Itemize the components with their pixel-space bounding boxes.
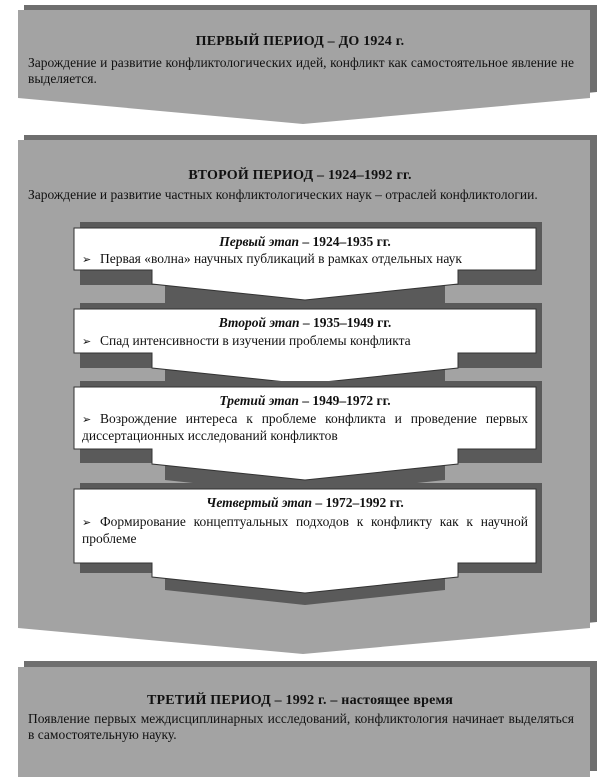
arrow-bullet-icon: ➢	[82, 516, 92, 529]
stage-2-dates: – 1935–1949 гг.	[299, 315, 392, 330]
period-2-description: Зарождение и развитие частных конфликтологических наук – отраслей конфликтологии.	[28, 187, 538, 202]
stage-4-dates: – 1972–1992 гг.	[312, 495, 404, 510]
stage-3-item-text: Возрождение интереса к проблеме конфликта и проведение первых диссертационных исследований конфликтов	[82, 411, 528, 443]
stage-3-dates: – 1949–1972 гг.	[298, 393, 391, 408]
stage-3-name: Третий этап	[219, 393, 299, 408]
stage-3-title	[78, 393, 532, 409]
stage-2-item	[82, 333, 528, 350]
stage-3-item	[82, 411, 528, 444]
period-2-title: ВТОРОЙ ПЕРИОД – 1924–1992 гг.	[188, 168, 412, 183]
stage-1-item	[82, 251, 528, 268]
period-1-title: ПЕРВЫЙ ПЕРИОД – ДО 1924 г.	[195, 34, 405, 49]
arrow-bullet-icon: ➢	[82, 335, 92, 348]
stage-4-item-text: Формирование концептуальных подходов к конфликту как к научной проблеме	[82, 514, 528, 546]
stage-4-item	[82, 514, 528, 547]
stage-1-name: Первый этап	[219, 234, 299, 249]
stage-1-dates: – 1924–1935 гг.	[298, 234, 391, 249]
stage-2-title	[78, 315, 532, 331]
stage-4-name: Четвертый этап	[206, 495, 313, 510]
stage-1-item-text: Первая «волна» научных публикаций в рамках отдельных наук	[100, 251, 462, 266]
period-3-description: Появление первых междисциплинарных исследований, конфликтология начинает выделяться в самостоятельную науку.	[28, 711, 574, 742]
arrow-bullet-icon: ➢	[82, 413, 92, 426]
stage-1-title	[78, 234, 532, 250]
stage-2-item-text: Спад интенсивности в изучении проблемы конфликта	[100, 333, 411, 348]
stage-4-title	[78, 495, 532, 511]
period-1-description: Зарождение и развитие конфликтологических идей, конфликт как самостоятельное явление не выделяется.	[28, 55, 574, 86]
arrow-bullet-icon: ➢	[82, 253, 92, 266]
period-3-title: ТРЕТИЙ ПЕРИОД – 1992 г. – настоящее время	[146, 693, 453, 708]
stage-2-name: Второй этап	[218, 315, 300, 330]
